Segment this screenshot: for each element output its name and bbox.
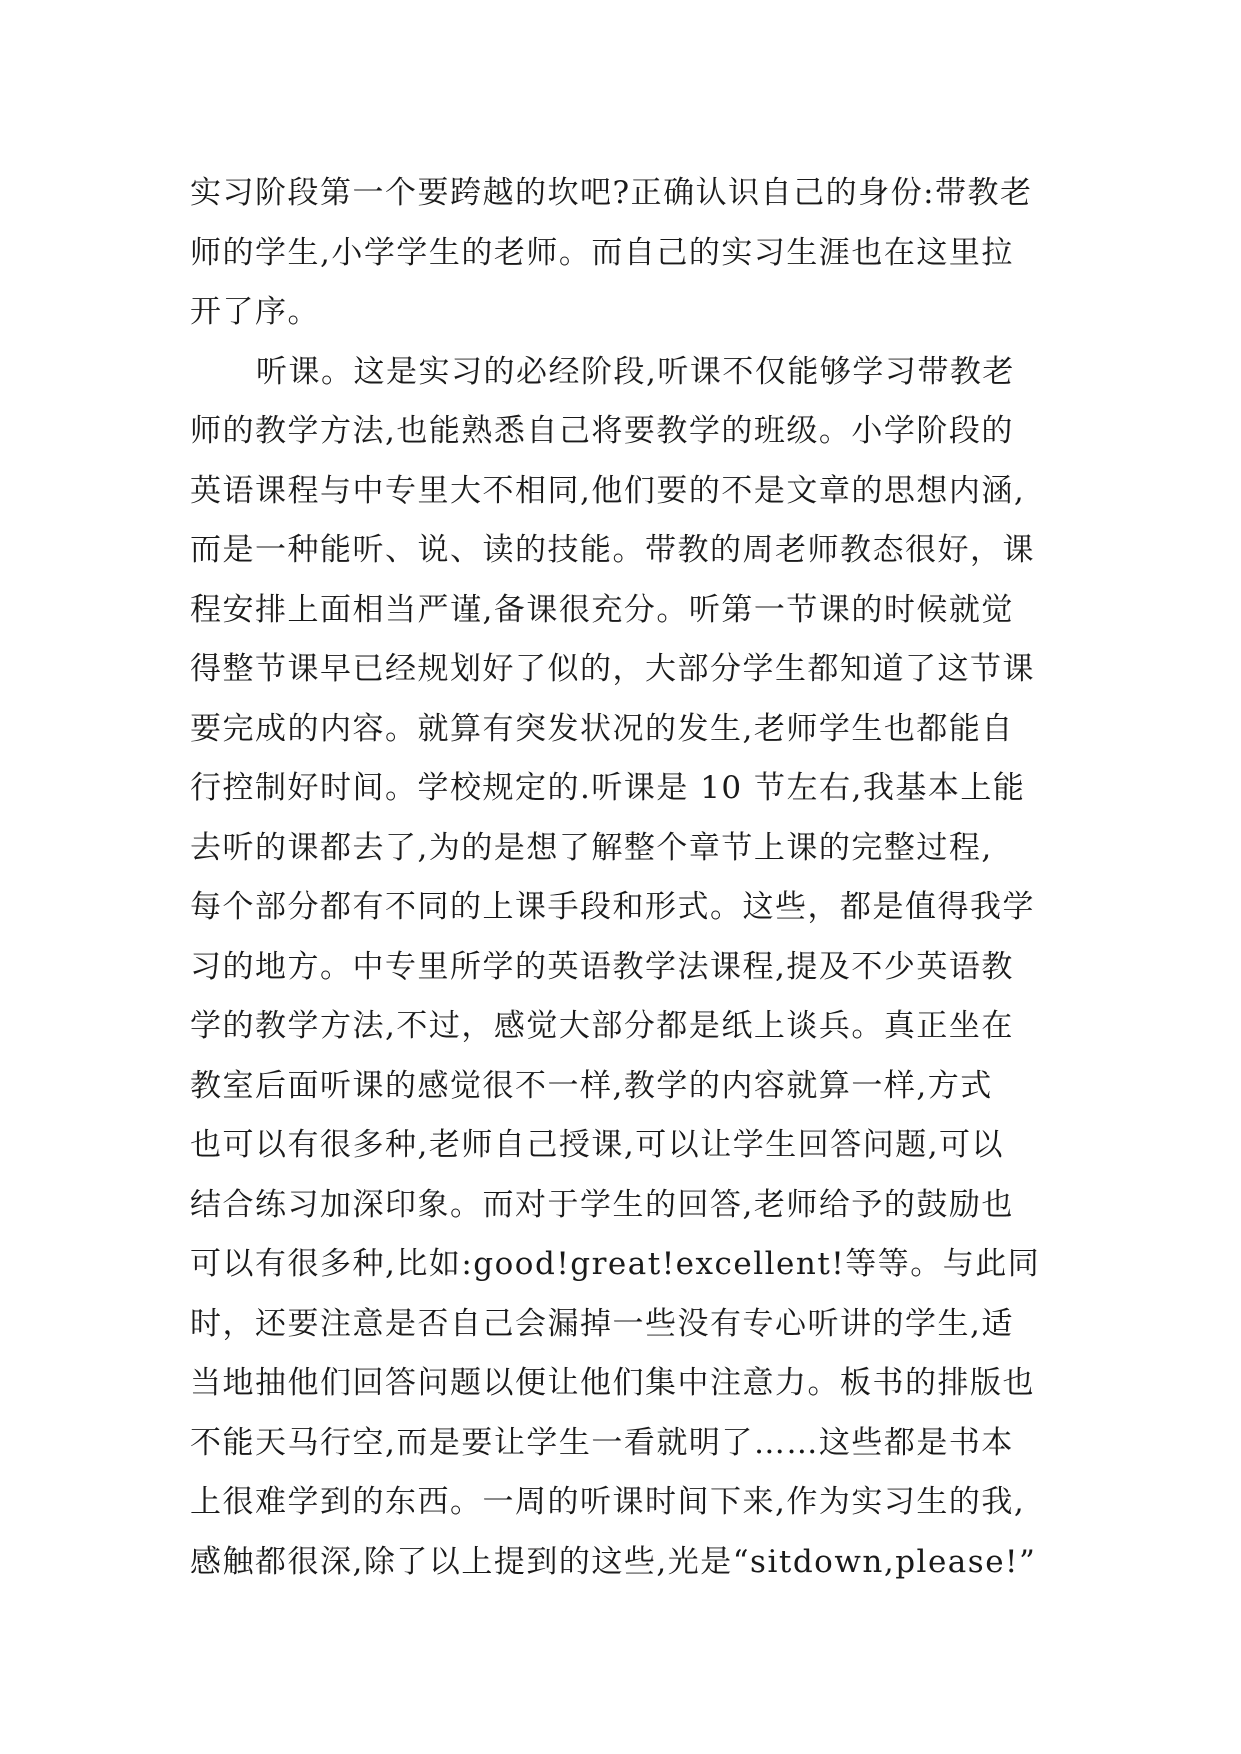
text-line: 教室后面听课的感觉很不一样,教学的内容就算一样,方式 [190,1067,993,1104]
text-line: 上很难学到的东西。一周的听课时间下来,作为实习生的我, [190,1484,1026,1520]
document-body [190,164,1060,1592]
text-line: 实习阶段第一个要跨越的坎吧?正确认识自己的身份:带教老 [190,175,1033,211]
text-line: 可以有很多种,比如:good!great!excellent!等等。与此同 [190,1246,1041,1282]
text-line: 也可以有很多种,老师自己授课,可以让学生回答问题,可以 [190,1127,1005,1163]
text-line: 开了序。 [190,294,320,330]
paragraph-start-line: 听课。这是实习的必经阶段,听课不仅能够学习带教老 [256,353,1015,390]
text-line: 习的地方。中专里所学的英语教学法课程,提及不少英语教 [190,948,1014,985]
text-line: 得整节课早已经规划好了似的，大部分学生都知道了这节课 [190,651,1035,687]
text-line: 每个部分都有不同的上课手段和形式。这些，都是值得我学 [190,889,1035,925]
text-line: 当地抽他们回答问题以便让他们集中注意力。板书的排版也 [190,1365,1035,1401]
text-line: 不能天马行空,而是要让学生一看就明了……这些都是书本 [190,1424,1014,1461]
text-line: 程安排上面相当严谨,备课很充分。听第一节课的时候就觉 [190,591,1014,628]
text-line: 去听的课都去了,为的是想了解整个章节上课的完整过程, [190,829,993,866]
text-line: 结合练习加深印象。而对于学生的回答,老师给予的鼓励也 [190,1186,1014,1223]
text-line: 师的教学方法,也能熟悉自己将要教学的班级。小学阶段的 [190,413,1014,449]
text-line: 而是一种能听、说、读的技能。带教的周老师教态很好，课 [190,532,1035,568]
text-line: 英语课程与中专里大不相同,他们要的不是文章的思想内涵, [190,472,1026,509]
text-line: 师的学生,小学学生的老师。而自己的实习生涯也在这里拉 [190,234,1014,271]
text-line: 感触都很深,除了以上提到的这些,光是“sitdown,please!” [190,1543,1037,1580]
text-line: 时，还要注意是否自己会漏掉一些没有专心听讲的学生,适 [190,1305,1014,1342]
text-line: 要完成的内容。就算有突发状况的发生,老师学生也都能自 [190,710,1014,747]
text-line: 行控制好时间。学校规定的.听课是 10 节左右,我基本上能 [190,770,1026,806]
text-line: 学的教学方法,不过，感觉大部分都是纸上谈兵。真正坐在 [190,1008,1014,1044]
